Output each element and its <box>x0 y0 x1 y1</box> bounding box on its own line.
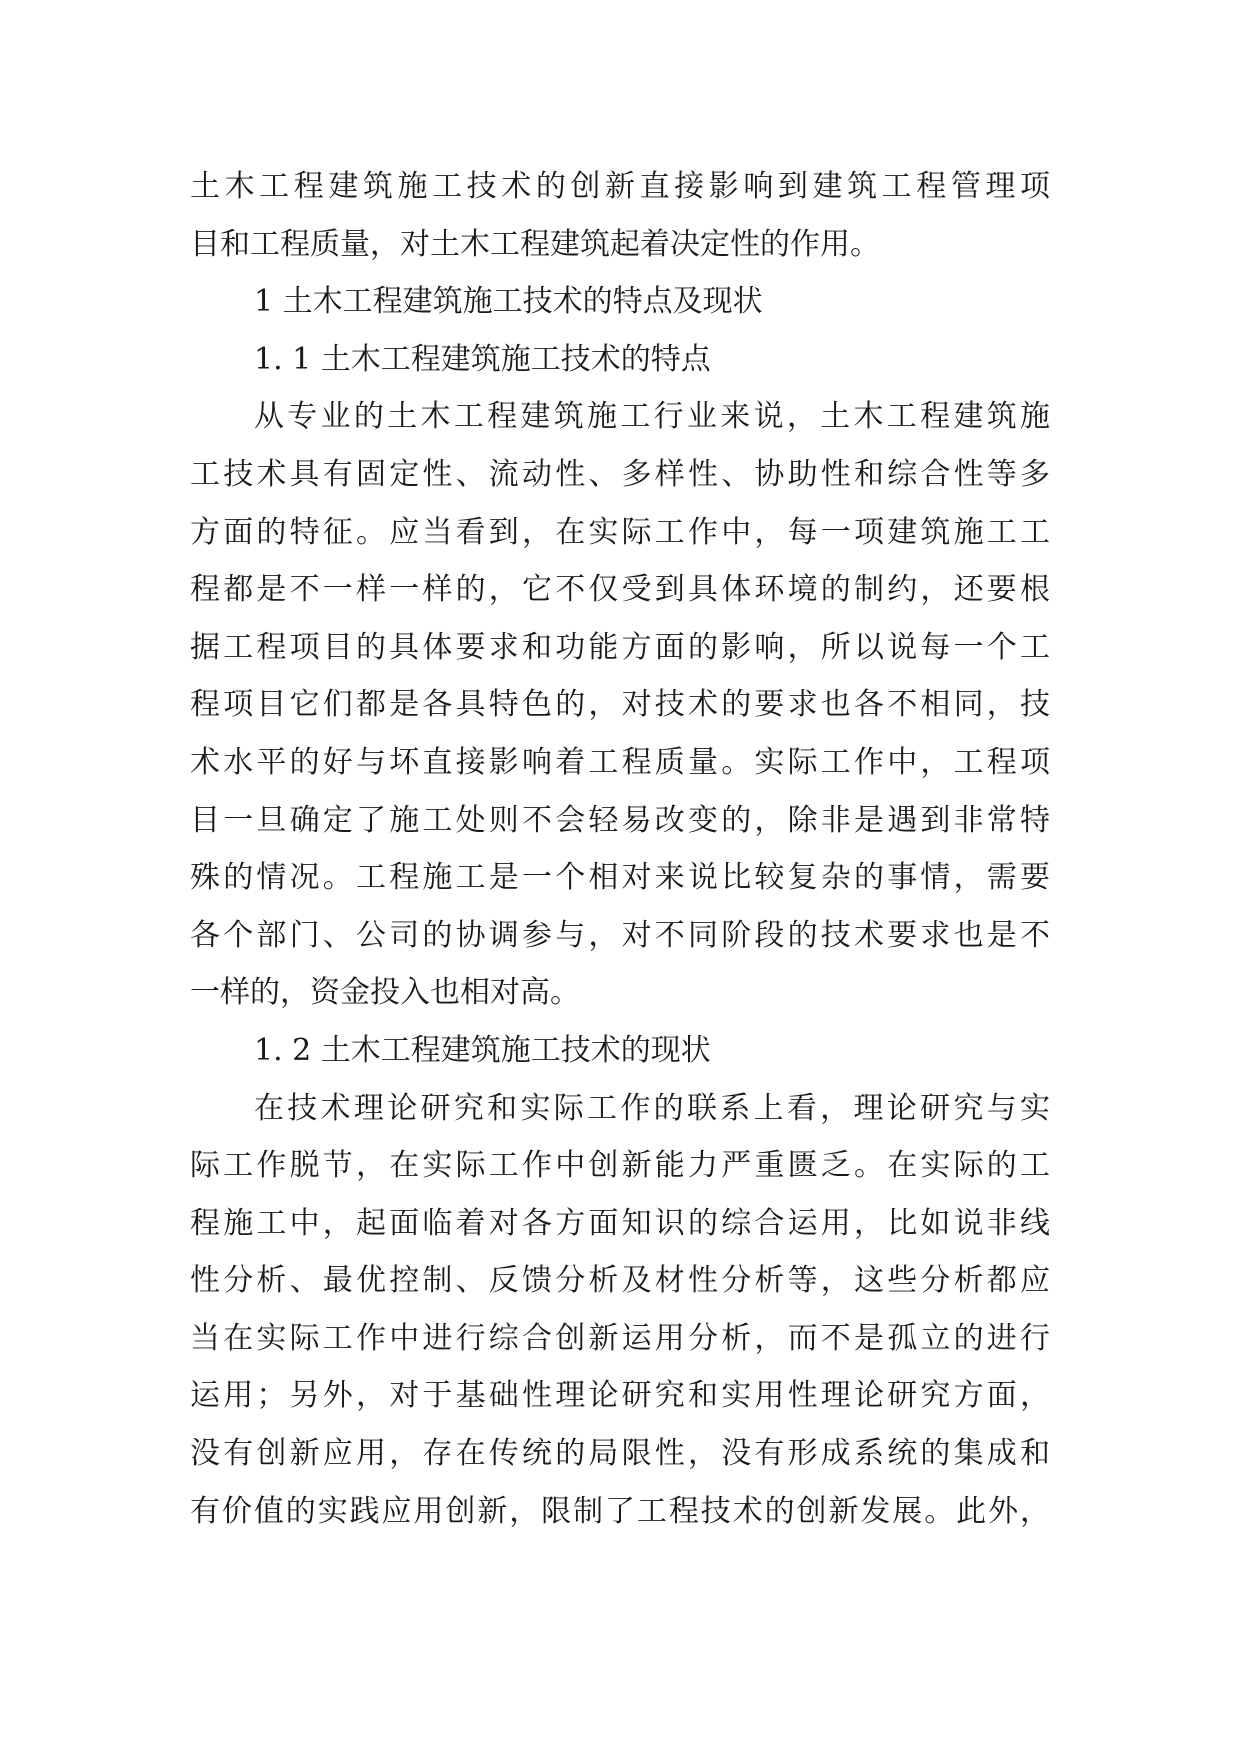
section-heading: 1 土木工程建筑施工技术的特点及现状 <box>254 284 763 320</box>
text-line: 方面的特征。应当看到，在实际工作中，每一项建筑施工工 <box>190 514 1050 550</box>
text-line: 目和工程质量，对土木工程建筑起着决定性的作用。 <box>190 226 880 262</box>
text-line: 性分析、最优控制、反馈分析及材性分析等，这些分析都应 <box>190 1263 1050 1299</box>
text-line: 程项目它们都是各具特色的，对技术的要求也各不相同，技 <box>190 687 1050 723</box>
text-line: 没有创新应用，存在传统的局限性，没有形成系统的集成和 <box>190 1436 1050 1472</box>
text-line: 有价值的实践应用创新，限制了工程技术的创新发展。此外， <box>190 1493 1050 1529</box>
text-line: 从专业的土木工程建筑施工行业来说，土木工程建筑施 <box>254 399 1050 435</box>
text-line: 目一旦确定了施工处则不会轻易改变的，除非是遇到非常特 <box>190 802 1050 838</box>
text-line: 工技术具有固定性、流动性、多样性、协助性和综合性等多 <box>190 456 1050 492</box>
text-line: 当在实际工作中进行综合创新运用分析，而不是孤立的进行 <box>190 1320 1050 1356</box>
text-line: 术水平的好与坏直接影响着工程质量。实际工作中，工程项 <box>190 744 1050 780</box>
text-line: 程都是不一样一样的，它不仅受到具体环境的制约，还要根 <box>190 572 1050 608</box>
text-line: 各个部门、公司的协调参与，对不同阶段的技术要求也是不 <box>190 917 1050 953</box>
text-line: 据工程项目的具体要求和功能方面的影响，所以说每一个工 <box>190 629 1050 665</box>
subsection-heading: 1. 2 土木工程建筑施工技术的现状 <box>254 1032 711 1068</box>
subsection-heading: 1. 1 土木工程建筑施工技术的特点 <box>254 341 711 377</box>
text-line: 程施工中，起面临着对各方面知识的综合运用，比如说非线 <box>190 1205 1050 1241</box>
text-line: 殊的情况。工程施工是一个相对来说比较复杂的事情，需要 <box>190 860 1050 896</box>
text-line: 际工作脱节，在实际工作中创新能力严重匮乏。在实际的工 <box>190 1148 1050 1184</box>
text-line: 运用；另外，对于基础性理论研究和实用性理论研究方面， <box>190 1378 1050 1414</box>
text-line: 一样的，资金投入也相对高。 <box>190 975 580 1011</box>
text-line: 土木工程建筑施工技术的创新直接影响到建筑工程管理项 <box>190 169 1050 204</box>
text-line: 在技术理论研究和实际工作的联系上看，理论研究与实 <box>254 1090 1050 1126</box>
body-text <box>190 158 1050 1540</box>
